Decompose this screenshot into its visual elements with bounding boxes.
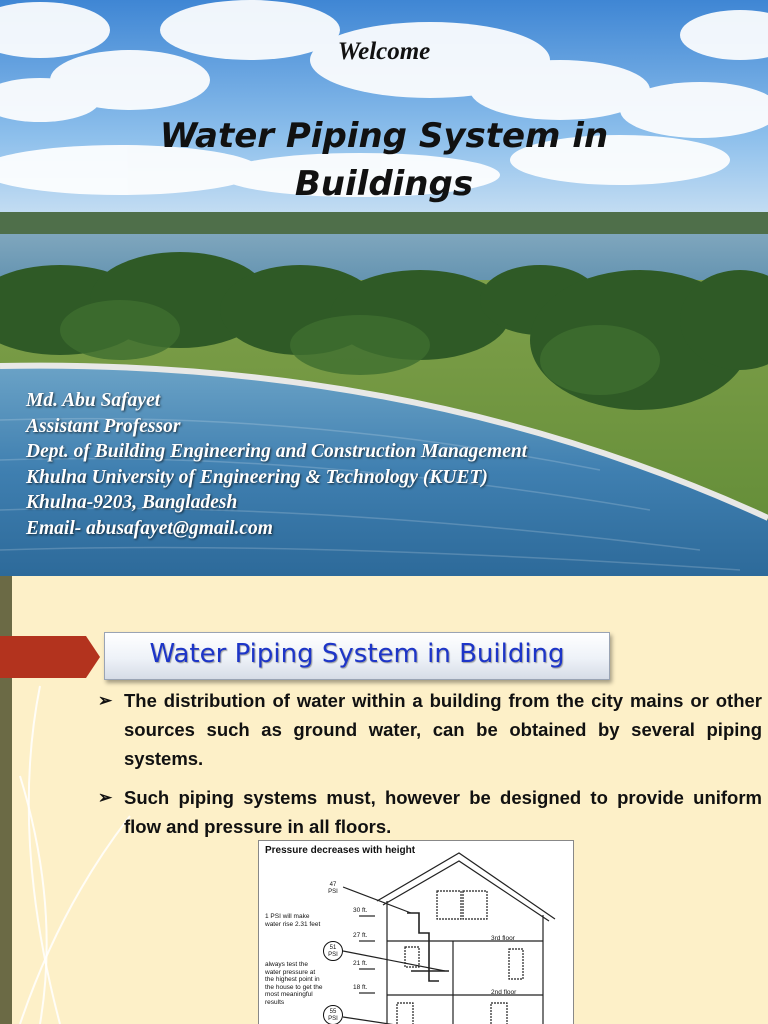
welcome-text: Welcome: [337, 38, 431, 65]
pressure-diagram: [258, 840, 574, 1024]
author-university: Khulna University of Engineering & Technology (KUET): [26, 466, 488, 488]
author-address: Khulna-9203, Bangladesh: [26, 492, 238, 513]
heading-banner: [104, 632, 610, 680]
red-arrow-marker: [0, 636, 100, 678]
slide-heading: Water Piping System in Building: [149, 639, 565, 669]
diagram-note-psi: 1 PSI will make water rise 2.31 feet: [265, 913, 321, 928]
height-label-18: 18 ft.: [353, 984, 368, 991]
bullet-item: [98, 783, 762, 841]
author-name: Md. Abu Safayet: [26, 390, 161, 411]
title-line-1: Water Piping System in: [159, 116, 609, 156]
bullet-text: Such piping systems must, however be designed to provide uniform flow and pressure in all floors.: [124, 787, 762, 837]
floor-label-2nd: 2nd floor: [491, 989, 517, 996]
psi-gauge-top: 47 PSI: [323, 879, 343, 899]
title-line-2: Buildings: [294, 164, 474, 204]
bullet-list: [98, 686, 762, 851]
content-slide: [0, 576, 768, 1024]
psi-gauge-middle: 51 PSI: [323, 941, 343, 961]
author-position: Assistant Professor: [26, 415, 181, 437]
author-email: Email- abusafayet@gmail.com: [26, 517, 273, 539]
bullet-item: [98, 686, 762, 773]
height-label-27: 27 ft.: [353, 932, 368, 939]
diagram-title: Pressure decreases with height: [265, 845, 416, 856]
floor-label-3rd: 3rd floor: [491, 935, 515, 942]
presentation-title: [0, 112, 768, 208]
arrow-bullet-icon: ➢: [98, 788, 113, 807]
author-department: Dept. of Building Engineering and Construction Management: [26, 441, 528, 462]
height-label-21: 21 ft.: [353, 960, 368, 967]
height-label-30: 30 ft.: [353, 907, 368, 914]
diagram-note-test: always test the water pressure at the highest point in the house to get the most meaningful results: [265, 961, 323, 1006]
bullet-text: The distribution of water within a building from the city mains or other sources such as ground water, can be obtained by several piping systems.: [124, 690, 762, 769]
arrow-bullet-icon: ➢: [98, 691, 113, 710]
author-block: [26, 388, 527, 541]
psi-gauge-bottom: 55 PSI: [323, 1005, 343, 1024]
